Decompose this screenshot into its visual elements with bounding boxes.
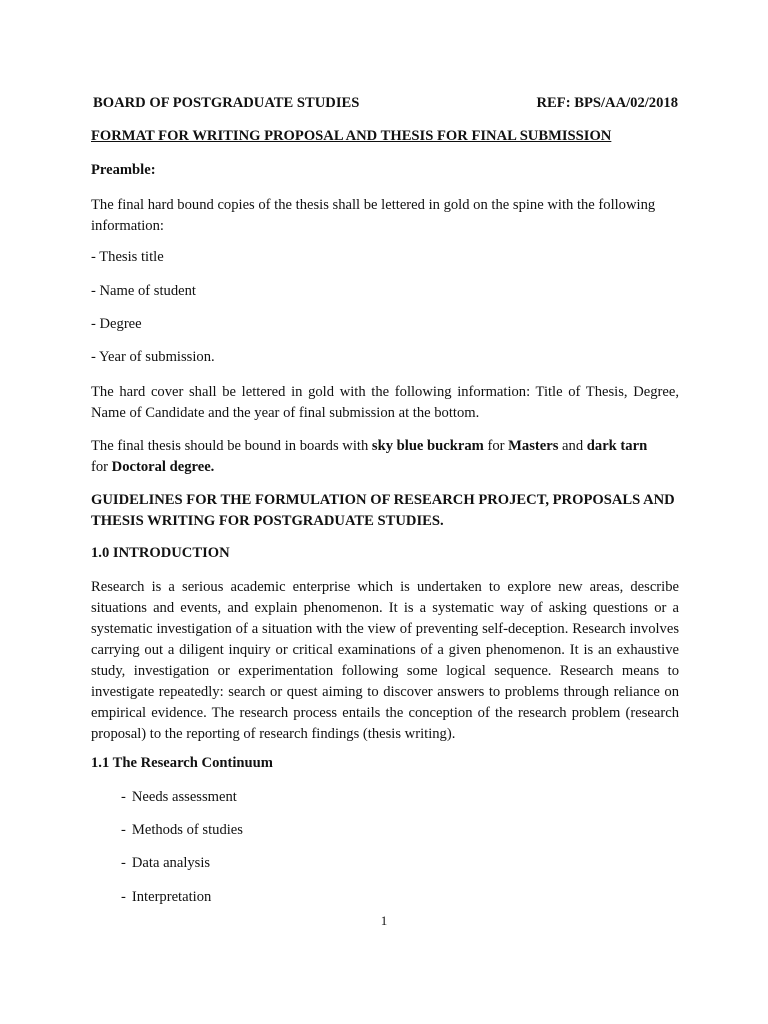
preamble-intro: The final hard bound copies of the thesis shall be lettered in gold on the spine with the following information: xyxy=(91,197,656,234)
continuum-heading: 1.1 The Research Continuum xyxy=(91,755,273,771)
binding-text-4: for xyxy=(91,459,112,475)
list-dash: - xyxy=(121,822,126,838)
preamble-heading: Preamble: xyxy=(91,162,156,178)
preamble-item-degree: - Degree xyxy=(91,316,142,332)
preamble-item-year: - Year of submission. xyxy=(91,349,215,365)
list-dash: - xyxy=(121,889,126,905)
document-title: FORMAT FOR WRITING PROPOSAL AND THESIS FOR FINAL SUBMISSION xyxy=(91,128,612,144)
binding-paragraph xyxy=(91,436,679,478)
list-item-label: Interpretation xyxy=(131,889,212,905)
list-dash: - xyxy=(121,789,126,805)
continuum-item-interpretation xyxy=(121,889,211,906)
continuum-item-methods xyxy=(121,822,243,839)
binding-text-2: for xyxy=(483,438,509,454)
hard-cover-paragraph: The hard cover shall be lettered in gold with the following information: Title of Thesis, Degree, Name of Candidate and the year of final submission at the bottom. xyxy=(91,384,679,421)
binding-degree-doctoral: Doctoral degree. xyxy=(111,459,215,475)
page-number: 1 xyxy=(380,913,388,928)
continuum-item-needs-assessment xyxy=(121,789,237,806)
binding-degree-masters: Masters xyxy=(508,438,559,454)
board-heading: BOARD OF POSTGRADUATE STUDIES xyxy=(93,95,360,111)
introduction-heading: 1.0 INTRODUCTION xyxy=(91,545,230,561)
guidelines-heading: GUIDELINES FOR THE FORMULATION OF RESEARCH PROJECT, PROPOSALS AND THESIS WRITING FOR POSTGRADUATE STUDIES. xyxy=(91,492,675,529)
list-item-label: Data analysis xyxy=(131,855,211,871)
introduction-body: Research is a serious academic enterprise which is undertaken to explore new areas, describe situations and events, and explain phenomenon. It is a systematic way of asking questions or a systematic investigation of a situation with the view of preventing self-deception. Research involves carrying out a diligent inquiry or critical examinations of a given phenomenon. It is an exhaustive study, investigation or experimentation following some logical sequence. Research means to investigate repeatedly: search or quest aiming to discover answers to problems through reliance on empirical evidence. The research process entails the conception of the research problem (research proposal) to the reporting of research findings (thesis writing). xyxy=(91,579,679,742)
preamble-item-student-name: - Name of student xyxy=(91,283,196,299)
list-item-label: Needs assessment xyxy=(131,789,237,805)
list-item-label: Methods of studies xyxy=(131,822,243,838)
binding-text-3: and xyxy=(558,438,587,454)
preamble-item-thesis-title: - Thesis title xyxy=(91,249,164,265)
binding-color-doctoral: dark tarn xyxy=(586,438,648,454)
list-dash: - xyxy=(121,855,126,871)
continuum-item-data-analysis xyxy=(121,855,210,872)
binding-text-1: The final thesis should be bound in boards with xyxy=(91,438,372,454)
binding-color-masters: sky blue buckram xyxy=(371,438,484,454)
reference-number: REF: BPS/AA/02/2018 xyxy=(536,95,678,111)
